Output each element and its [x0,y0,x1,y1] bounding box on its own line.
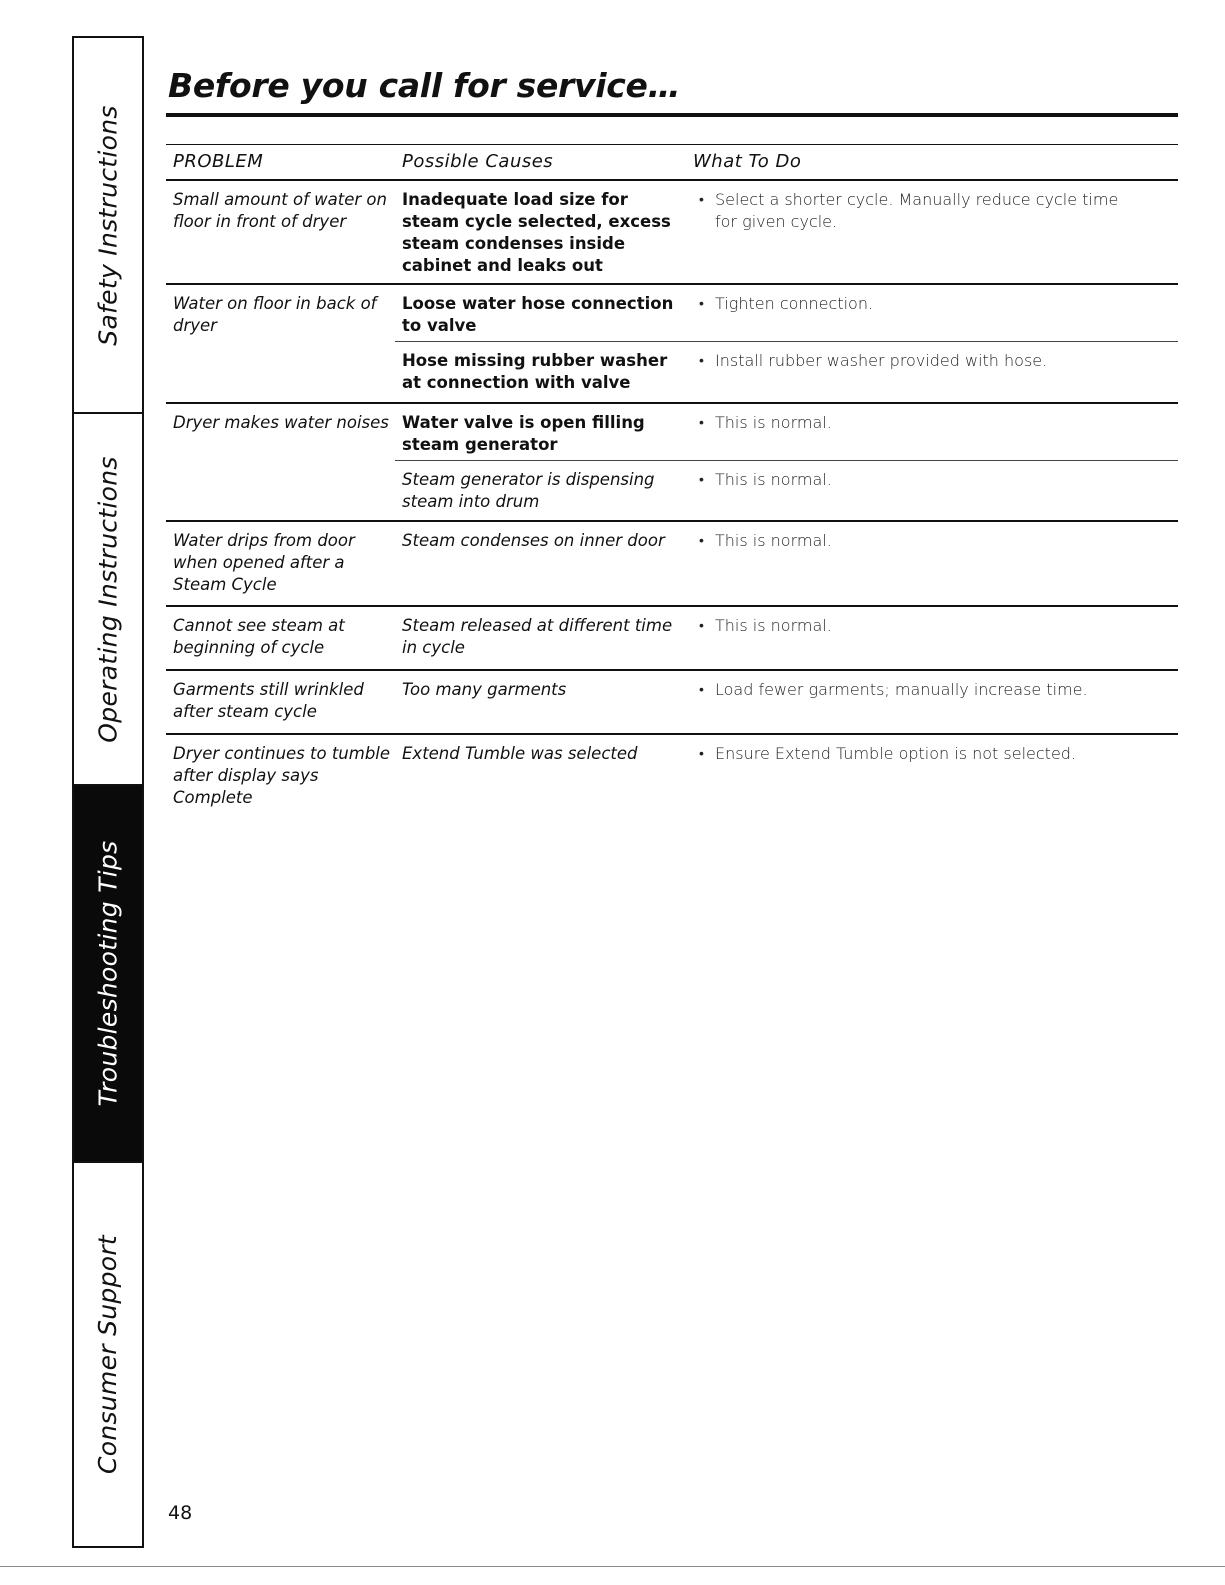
what-to-do [685,404,1178,460]
table-row [395,607,1178,659]
problem-text: Water drips from door when opened after a Steam Cycle [173,531,355,594]
problem-group [166,735,1178,815]
remedy-text: Tighten connection. [715,294,874,313]
table-row [395,522,1178,552]
section-tabs [72,36,144,1548]
remedy-text: This is normal. [715,470,832,489]
table-body [166,181,1178,815]
problem-text: Water on floor in back of dryer [173,294,377,335]
table-row [395,285,1178,341]
table-row [395,404,1178,460]
possible-cause: Steam condenses on inner door [402,531,665,550]
remedy-text: This is normal. [715,531,832,550]
possible-cause: Water valve is open filling steam generator [402,413,645,454]
possible-cause: Loose water hose connection to valve [402,294,674,335]
table-row [395,341,1178,404]
remedy-text: This is normal. [715,616,832,635]
remedy-text: This is normal. [715,413,832,432]
bullet-icon: • [699,746,704,762]
problem-text: Garments still wrinkled after steam cycle [173,680,364,721]
title-divider [166,113,1178,117]
problem-text: Dryer makes water noises [173,413,389,432]
problem-text: Dryer continues to tumble after display says Complete [173,744,391,807]
bullet-icon: • [699,415,704,431]
possible-cause: Hose missing rubber washer at connection with valve [402,351,668,392]
bullet-icon: • [699,533,704,549]
what-to-do [685,285,1178,341]
possible-cause: Steam released at different time in cycle [402,616,673,657]
tab-operating-instructions[interactable] [74,414,142,786]
what-to-do [685,342,1178,404]
problem-group [166,181,1178,285]
problem-text: Small amount of water on floor in front of dryer [173,190,387,231]
problem-group [166,671,1178,735]
tab-label: Troubleshooting Tips [93,840,123,1107]
tab-safety-instructions[interactable] [74,38,142,414]
remedy-text: Ensure Extend Tumble option is not selected. [715,744,1077,763]
problem-group [166,607,1178,671]
tab-troubleshooting-tips[interactable] [74,786,142,1163]
possible-cause: Steam generator is dispensing steam into drum [402,470,655,511]
table-row [395,181,1178,277]
page-number: 48 [168,1502,193,1524]
what-to-do [685,735,1178,765]
what-to-do [685,522,1178,552]
problem-text: Cannot see steam at beginning of cycle [173,616,345,657]
troubleshooting-table [166,144,1178,815]
problem-group [166,285,1178,404]
bullet-icon: • [699,618,704,634]
tab-consumer-support[interactable] [74,1163,142,1546]
tab-label: Operating Instructions [93,455,123,743]
possible-cause: Too many garments [402,680,567,699]
page-bottom-divider [0,1566,1225,1567]
header-what-to-do: What To Do [693,151,802,172]
problem-group [166,404,1178,522]
possible-cause: Inadequate load size for steam cycle selected, excess steam condenses inside cabinet and leaks out [402,190,671,275]
header-possible-causes: Possible Causes [402,151,554,172]
remedy-text: Install rubber washer provided with hose. [715,351,1048,370]
bullet-icon: • [699,192,704,208]
header-problem: PROBLEM [173,151,264,172]
what-to-do [685,607,1178,659]
bullet-icon: • [699,472,704,488]
what-to-do [685,181,1178,277]
bullet-icon: • [699,296,704,312]
page-title: Before you call for service… [168,66,681,105]
what-to-do [685,671,1178,701]
possible-cause: Extend Tumble was selected [402,744,638,763]
remedy-text: Load fewer garments; manually increase time. [715,680,1088,699]
problem-group [166,522,1178,607]
table-row [395,735,1178,765]
bullet-icon: • [699,682,704,698]
table-row [395,460,1178,522]
remedy-text: Select a shorter cycle. Manually reduce cycle time for given cycle. [715,190,1119,231]
table-header [166,144,1178,181]
bullet-icon: • [699,353,704,369]
what-to-do [685,461,1178,522]
table-row [395,671,1178,701]
tab-label: Safety Instructions [93,104,123,346]
tab-label: Consumer Support [93,1234,123,1475]
